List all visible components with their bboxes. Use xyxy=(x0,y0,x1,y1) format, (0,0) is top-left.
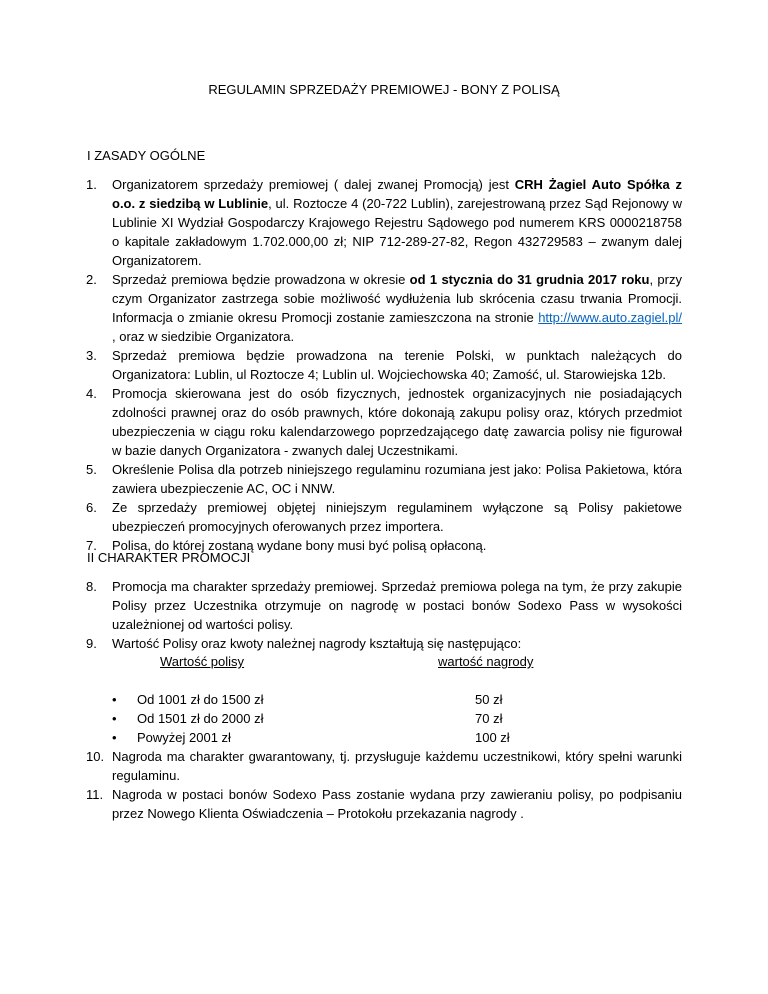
item-text: Określenie Polisa dla potrzeb niniejszego regulaminu rozumiana jest jako: Polisa Pakietowa, która zawiera ubezpieczenie AC, OC i NNW. xyxy=(112,462,682,496)
item-text: , przy czym Organizator zastrzega sobie możliwość wydłużenia lub skrócenia czasu trwania Promocji. Informacja o zmianie okresu Promocji zostanie zamieszczona na stronie xyxy=(112,272,682,325)
column-header-policy-value: Wartość polisy xyxy=(160,654,245,669)
item-number: 4. xyxy=(86,386,97,401)
item-text: , ul. Roztocze 4 (20-722 Lublin), zarejestrowaną przez Sąd Rejonowy w Lublinie XI Wydział Gospodarczy Krajowego Rejestru Sądowego pod numerem KRS 0000218758 o kapitale zakładowym 1.702.000,00 zł; NIP 712-289-27-82, Regon 432729583 – zwanym dalej Organizatorem. xyxy=(112,196,683,268)
policy-range: Od 1501 zł do 2000 zł xyxy=(137,711,264,726)
document-title: REGULAMIN SPRZEDAŻY PREMIOWEJ - BONY Z POLISĄ xyxy=(208,82,560,97)
section-heading-promotion: II CHARAKTER PROMOCJI xyxy=(87,550,251,565)
item-number: 5. xyxy=(86,462,97,477)
policy-range: Powyżej 2001 zł xyxy=(137,730,231,745)
list-item xyxy=(86,270,682,346)
list-item xyxy=(86,634,682,653)
list-item xyxy=(86,577,682,634)
bullet-icon: • xyxy=(112,730,117,745)
item-number: 2. xyxy=(86,272,97,287)
list-item xyxy=(86,747,682,785)
list-item xyxy=(86,346,682,384)
list-item xyxy=(86,384,682,460)
policy-range: Od 1001 zł do 1500 zł xyxy=(137,692,264,707)
item-text: Nagroda w postaci bonów Sodexo Pass zostanie wydana przy zawieraniu polisy, po podpisaniu przez Nowego Klienta Oświadczenia – Protokołu przekazania nagrody . xyxy=(112,787,682,821)
item-number: 6. xyxy=(86,500,97,515)
organizer-name: CRH Żagiel Auto Spółka z o.o. z siedzibą w Lublinie xyxy=(112,177,682,211)
section-heading-general: I ZASADY OGÓLNE xyxy=(87,148,206,163)
item-number: 3. xyxy=(86,348,97,363)
reward-amount: 50 zł xyxy=(475,692,503,707)
organizer-website-link[interactable]: http://www.auto.zagiel.pl/ xyxy=(538,310,682,325)
general-rules-list xyxy=(86,175,683,555)
reward-amount: 100 zł xyxy=(475,730,510,745)
promotion-rules-list-continued xyxy=(86,747,682,823)
item-text: Sprzedaż premiowa będzie prowadzona na terenie Polski, w punktach należących do Organizatora: Lublin, ul Roztocze 4; Lublin ul. Wojciechowska 40; Zamość, ul. Starowiejska 12b. xyxy=(112,348,682,382)
item-text: Wartość Polisy oraz kwoty należnej nagrody kształtują się następująco: xyxy=(112,636,522,651)
item-number: 1. xyxy=(86,177,97,192)
reward-table xyxy=(112,690,532,747)
list-item xyxy=(86,175,683,270)
reward-amount: 70 zł xyxy=(475,711,503,726)
item-text: Nagroda ma charakter gwarantowany, tj. przysługuje każdemu uczestnikowi, który spełni warunki regulaminu. xyxy=(112,749,682,783)
table-row xyxy=(112,709,532,728)
item-text: Promocja ma charakter sprzedaży premiowej. Sprzedaż premiowa polega na tym, że przy zakupie Polisy przez Uczestnika otrzymuje on nagrodę w postaci bonów Sodexo Pass w wysokości uzależnionej od wartości polisy. xyxy=(112,579,682,632)
list-item xyxy=(86,785,682,823)
column-header-reward-value: wartość nagrody xyxy=(438,654,534,669)
item-text: , oraz w siedzibie Organizatora. xyxy=(112,329,295,344)
list-item xyxy=(86,460,682,498)
promotion-rules-list xyxy=(86,577,682,653)
item-number: 9. xyxy=(86,636,97,651)
item-text: Promocja skierowana jest do osób fizycznych, jednostek organizacyjnych nie posiadających zdolności prawnej oraz do osób prawnych, które dokonają zakupu polisy oraz, których przedmiot ubezpieczenia w ciągu roku kalendarzowego poprzedzającego datę zawarcia polisy nie figurował w bazie danych Organizatora - zwanych dalej Uczestnikami. xyxy=(112,386,682,458)
item-text: Organizatorem sprzedaży premiowej ( dalej zwanej Promocją) jest xyxy=(112,177,515,192)
bullet-icon: • xyxy=(112,692,117,707)
item-text: Sprzedaż premiowa będzie prowadzona w okresie xyxy=(112,272,410,287)
promotion-period: od 1 stycznia do 31 grudnia 2017 roku xyxy=(409,272,650,287)
item-text: Polisa, do której zostaną wydane bony musi być polisą opłaconą. xyxy=(112,538,487,553)
table-row xyxy=(112,690,532,709)
list-item xyxy=(86,498,682,536)
item-number: 8. xyxy=(86,579,97,594)
item-number: 10. xyxy=(86,749,105,764)
item-number: 11. xyxy=(86,787,104,802)
item-text: Ze sprzedaży premiowej objętej niniejszym regulaminem wyłączone są Polisy pakietowe ubezpieczeń promocyjnych oferowanych przez importera. xyxy=(112,500,682,534)
item-number: 7. xyxy=(86,538,97,553)
table-row xyxy=(112,728,532,747)
bullet-icon: • xyxy=(112,711,117,726)
